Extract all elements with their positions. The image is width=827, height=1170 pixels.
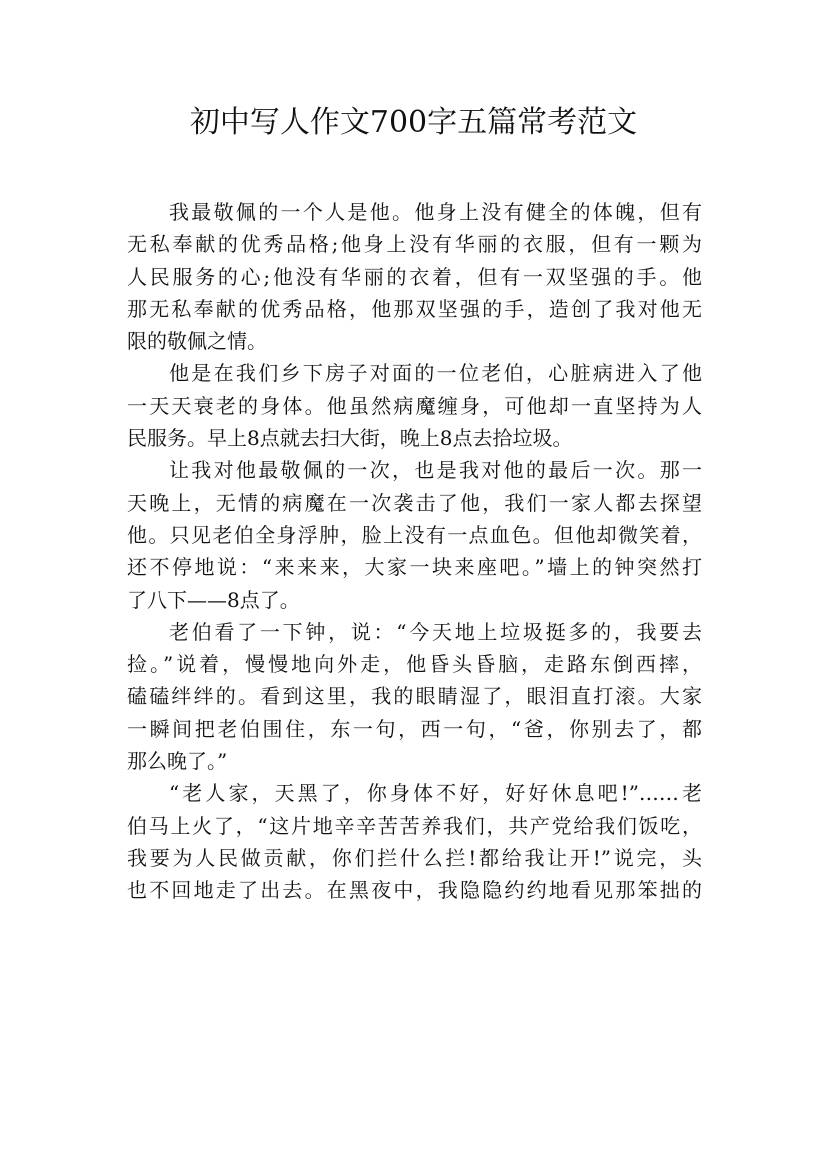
- text-line: 一天天衰老的身体。他虽然病魔缠身，可他却一直坚持为人: [127, 393, 702, 418]
- document-body: [127, 196, 702, 907]
- text-line: 限的敬佩之情。: [127, 329, 267, 354]
- paragraph-1: [127, 196, 702, 357]
- paragraph-5: [127, 777, 702, 906]
- text-line: 天晚上，无情的病魔在一次袭击了他，我们一家人都去探望: [127, 490, 702, 515]
- text-line: 那无私奉献的优秀品格，他那双坚强的手，造创了我对他无: [127, 296, 702, 321]
- document-title: 初中写人作文700字五篇常考范文: [189, 105, 638, 140]
- text-line: 磕磕绊绊的。看到这里，我的眼睛湿了，眼泪直打滚。大家: [127, 684, 702, 709]
- text-line: 老伯看了一下钟，说：“今天地上垃圾挺多的，我要去: [169, 619, 702, 644]
- text-line: 也不回地走了出去。在黑夜中，我隐隐约约地看见那笨拙的: [127, 878, 702, 903]
- paragraph-3: [127, 454, 702, 615]
- text-line: 他。只见老伯全身浮肿，脸上没有一点血色。但他却微笑着，: [127, 522, 702, 547]
- text-line: 人民服务的心;他没有华丽的衣着，但有一双坚强的手。他: [127, 264, 702, 289]
- text-line: 他是在我们乡下房子对面的一位老伯，心脏病进入了他: [169, 361, 702, 386]
- text-line: 捡。”说着，慢慢地向外走，他昏头昏脑，走路东倒西摔，: [127, 652, 702, 677]
- text-line: 无私奉献的优秀品格;他身上没有华丽的衣服，但有一颗为: [127, 232, 702, 257]
- text-line: 一瞬间把老伯围住，东一句，西一句，“爸，你别去了，都: [127, 716, 702, 741]
- text-line: 了八下——8点了。: [127, 587, 300, 612]
- text-line: 我要为人民做贡献，你们拦什么拦!都给我让开!”说完，头: [127, 845, 702, 870]
- paragraph-4: [127, 616, 702, 777]
- text-line: 民服务。早上8点就去扫大街，晚上8点去拾垃圾。: [127, 426, 573, 451]
- text-line: “老人家，天黑了，你身体不好，好好休息吧!”……老: [169, 781, 702, 806]
- text-line: 那么晚了。”: [127, 749, 228, 774]
- text-line: 还不停地说：“来来来，大家一块来座吧。”墙上的钟突然打: [127, 555, 702, 580]
- text-line: 我最敬佩的一个人是他。他身上没有健全的体魄，但有: [169, 200, 702, 224]
- text-line: 伯马上火了，“这片地辛辛苦苦养我们，共产党给我们饭吃，: [127, 813, 702, 838]
- paragraph-2: [127, 357, 702, 454]
- text-line: 让我对他最敬佩的一次，也是我对他的最后一次。那一: [169, 458, 702, 483]
